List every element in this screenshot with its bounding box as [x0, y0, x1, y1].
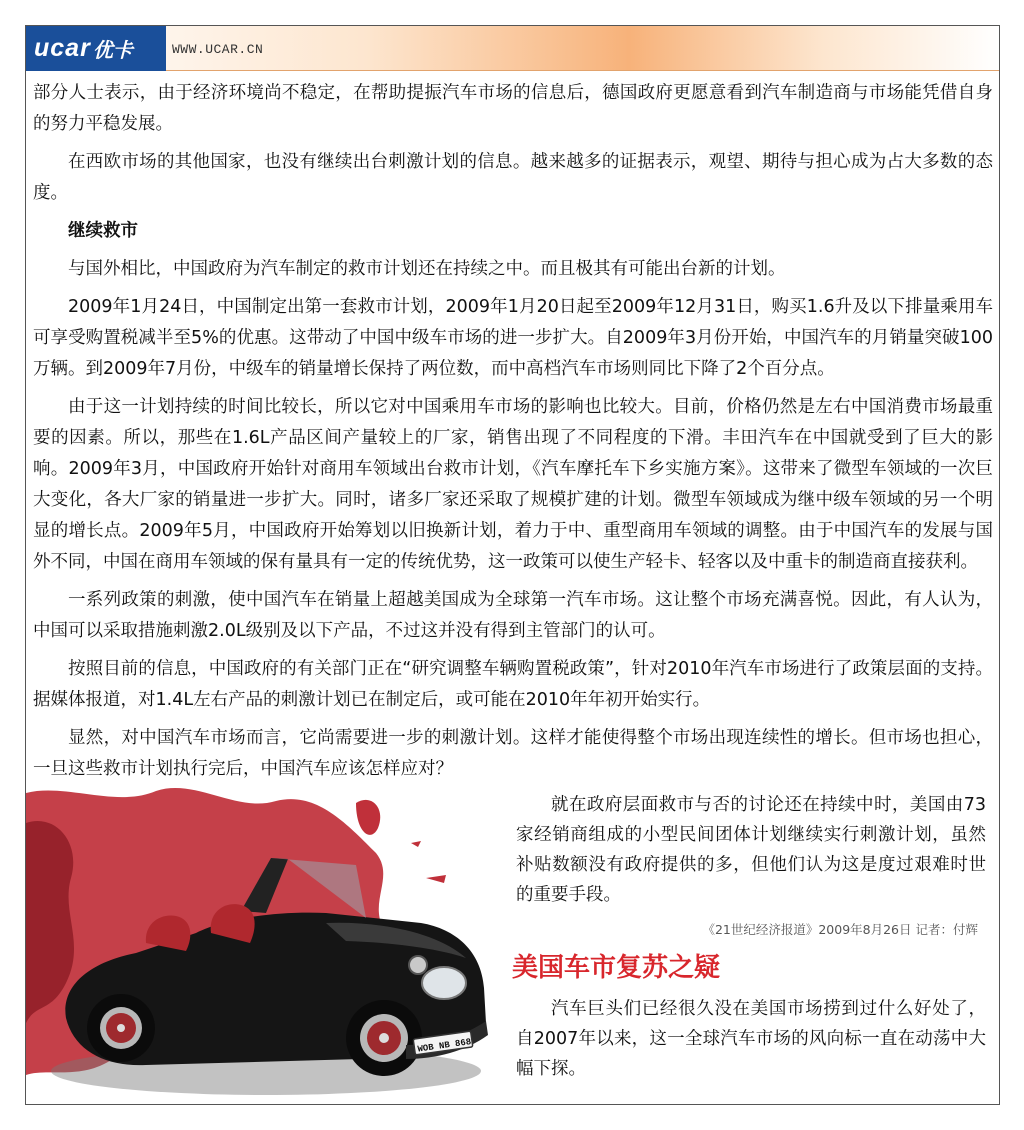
- paragraph-10: 汽车巨头们已经很久没在美国市场捞到过什么好处了，自2007年以来，这一全球汽车市场的风向标一直在动荡中大幅下探。: [516, 999, 986, 1079]
- paragraph-4: 2009年1月24日，中国制定出第一套救市计划，2009年1月20日起至2009年12月31日，购买1.6升及以下排量乘用车可享受购置税减半至5%的优惠。这带动了中国中级车市场的进一步扩大。自2009年3月份开始，中国汽车的月销量突破100万辆。到2009年7月份，中级车的销量增长保持了两位数，而中高档汽车市场则同比下降了2个百分点。: [33, 297, 993, 379]
- sidebar-column: [512, 790, 986, 1084]
- license-plate-text: WOB NB 868: [416, 1037, 472, 1055]
- source-credit: 《21世纪经济报道》2009年8月26日 记者：付辉: [702, 922, 978, 937]
- paragraph-3: 与国外相比，中国政府为汽车制定的救市计划还在持续之中。而且极其有可能出台新的计划。: [68, 259, 786, 279]
- site-url[interactable]: WWW.UCAR.CN: [172, 42, 264, 57]
- car-photo: [26, 783, 508, 1104]
- paragraph-6: 一系列政策的刺激，使中国汽车在销量上超越美国成为全球第一汽车市场。这让整个市场充满喜悦。因此，有人认为，中国可以采取措施刺激2.0L级别及以下产品，不过这并没有得到主管部门的认可。: [33, 590, 993, 641]
- paragraph-1: 部分人士表示，由于经济环境尚不稳定，在帮助提振汽车市场的信息后，德国政府更愿意看到汽车制造商与市场能凭借自身的努力平稳发展。: [33, 83, 993, 134]
- sub-headline: 美国车市复苏之疑: [512, 953, 721, 983]
- paragraph-8: 显然，对中国汽车市场而言，它尚需要进一步的刺激计划。这样才能使得整个市场出现连续性的增长。但市场也担心，一旦这些救市计划执行完后，中国汽车应该怎样应对？: [33, 728, 993, 779]
- paragraph-2: 在西欧市场的其他国家，也没有继续出台刺激计划的信息。越来越多的证据表示，观望、期待与担心成为占大多数的态度。: [33, 152, 993, 203]
- paragraph-5: 由于这一计划持续的时间比较长，所以它对中国乘用车市场的影响也比较大。目前，价格仍然是左右中国消费市场最重要的因素。所以，那些在1.6L产品区间产量较上的厂家，销售出现了不同程度的下滑。丰田汽车在中国就受到了巨大的影响。2009年3月，中国政府开始针对商用车领域出台救市计划，《汽车摩托车下乡实施方案》。这带来了微型车领域的一次巨大变化，各大厂家的销量进一步扩大。同时，诸多厂家还采取了规模扩建的计划。微型车领域成为继中级车领域的另一个明显的增长点。2009年5月，中国政府开始筹划以旧换新计划，着力于中、重型商用车领域的调整。由于中国汽车的发展与国外不同，中国在商用车领域的保有量具有一定的传统优势，这一政策可以使生产轻卡、轻客以及中重卡的制造商直接获利。: [33, 397, 993, 572]
- convertible-car-illustration: [26, 783, 508, 1104]
- site-header: [26, 26, 999, 71]
- paragraph-9: 就在政府层面救市与否的讨论还在持续中时，美国由73家经销商组成的小型民间团体计划继续实行刺激计划，虽然补贴数额没有政府提供的多，但他们认为这是度过艰难时世的重要手段。: [516, 795, 986, 905]
- page-frame: [25, 25, 1000, 1105]
- section-heading: 继续救市: [68, 221, 138, 241]
- ucar-logo[interactable]: [26, 26, 166, 71]
- logo-latin-text: ucar: [34, 34, 91, 62]
- article-body: [33, 78, 993, 792]
- paragraph-7: 按照目前的信息，中国政府的有关部门正在“研究调整车辆购置税政策”，针对2010年汽车市场进行了政策层面的支持。据媒体报道，对1.4L左右产品的刺激计划已在制定后，或可能在2010年年初开始实行。: [33, 659, 993, 710]
- logo-chinese-text: 优卡: [92, 38, 133, 62]
- header-divider: [166, 70, 999, 71]
